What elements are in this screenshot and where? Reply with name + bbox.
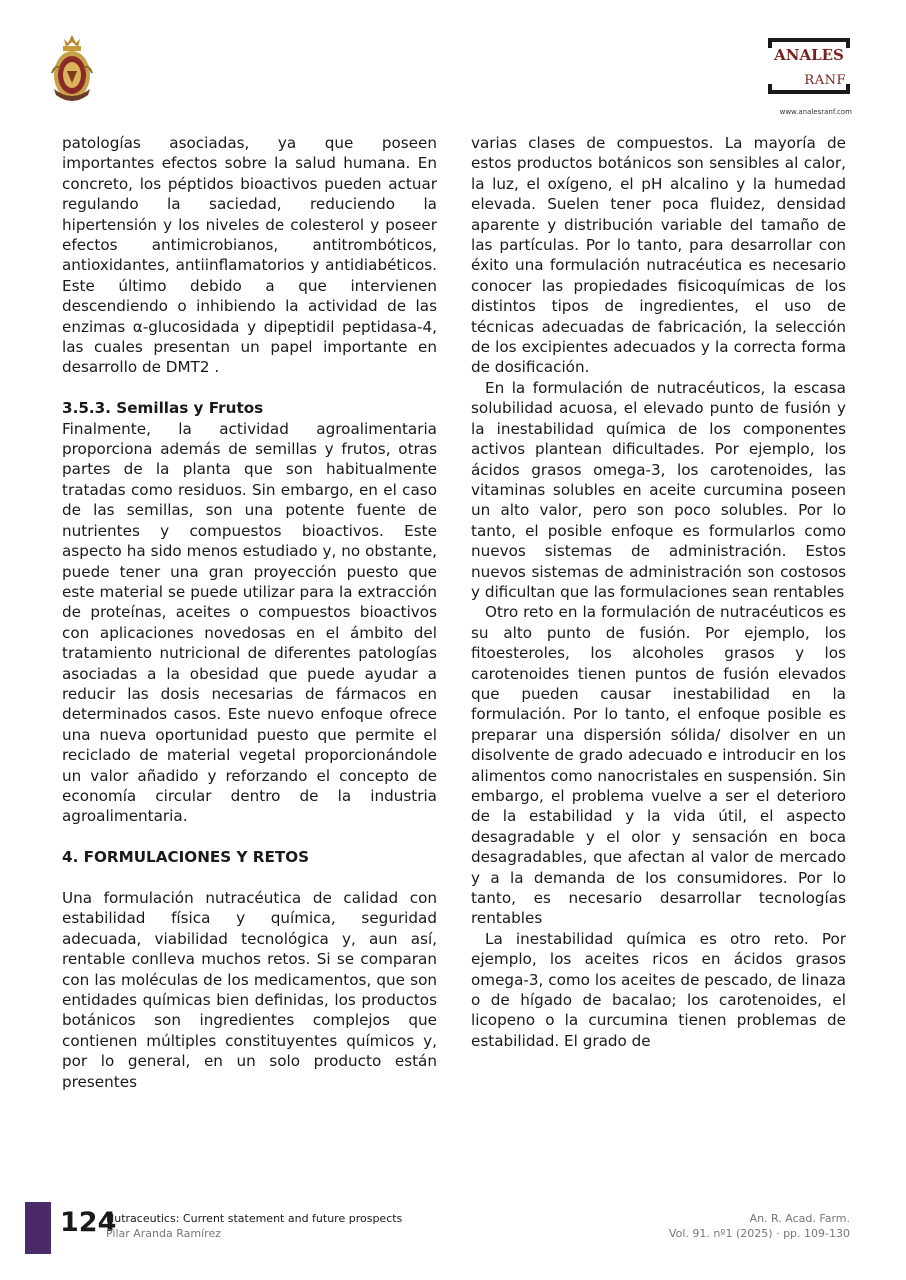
right-paragraph-3: Otro reto en la formulación de nutracéuticos es su alto punto de fusión. Por ejemplo, los fitoesteroles, los alcoholes grasos y los carotenoides tienen puntos de fusión elevados que pueden causar inestabilidad en la formulación. Por lo tanto, el enfoque posible es preparar una dispersión sólida/ disolver en un disolvente de grado adecuado e introducir en los alimentos como nanocristales en suspensión. Sin embargo, el problema vuelve a ser el deterioro de la estabilidad y la vida útil, el aspecto desagradable y el olor y sensación en boca desagradables, que afectan al valor de mercado y a la demanda de los consumidores. Por lo tanto, es necesario desarrollar tecnologías rentables [471,603,846,928]
left-paragraph-3: Una formulación nutracéutica de calidad con estabilidad física y química, seguridad adecuada, viabilidad tecnológica y, aun así, rentable conlleva muchos retos. Si se comparan con las moléculas de los medicamentos, que son entidades químicas bien definidas, los productos botánicos son ingredientes complejos que contienen múltiples constituyentes químicos y, por lo general, en un solo producto están presentes [62,888,437,1091]
left-paragraph-1: patologías asociadas, ya que poseen importantes efectos sobre la salud humana. En concreto, los péptidos bioactivos pueden actuar regulando la saciedad, reduciendo la hipertensión y los niveles de colesterol y poseer efectos antimicrobianos, antitrombóticos, antioxidantes, antiinflamatorios y antidiabéticos. Este último debido a que intervienen descendiendo o inhibiendo la actividad de las enzimas α-glucosidada y dipeptidil peptidasa-4, las cuales presentan un papel importante en desarrollo de DMT2 . [62,134,437,377]
page-number: 124 [60,1207,117,1238]
right-paragraph-2: En la formulación de nutracéuticos, la escasa solubilidad acuosa, el elevado punto de fusión y la inestabilidad química de los componentes activos plantean dificultades. Por ejemplo, los ácidos grasos omega-3, los carotenoides, las vitaminas solubles en aceite curcumina poseen un alto valor, pero son poco solubles. Por lo tanto, el posible enfoque es formularlos como nuevos sistemas de administración. Estos nuevos sistemas de administración son costosos y dificultan que las formulaciones sean rentables [471,378,846,601]
journal-logo [738,38,856,118]
section-heading-formulaciones: 4. FORMULACIONES Y RETOS [62,848,310,867]
footer-article-title: Nutraceutics: Current statement and future prospects [106,1212,403,1225]
right-paragraph-1: varias clases de compuestos. La mayoría de estos productos botánicos son sensibles al calor, la luz, el oxígeno, el pH alcalino y la humedad elevada. Suelen tener poca fluidez, densidad aparente y distribución variable del tamaño de las partículas. Por lo tanto, para desarrollar con éxito una formulación nutracéutica es necesario conocer las propiedades fisicoquímicas de los distintos tipos de ingredientes, el uso de técnicas adecuadas de fabricación, la selección de los excipientes adecuados y la correcta forma de dosificación. [471,134,846,377]
logo-bottom-bracket [768,84,850,94]
footer-accent-bar [25,1202,51,1254]
logo-title: ANALES [774,46,844,64]
logo-subtitle: RANF [804,73,846,88]
right-paragraph-4: La inestabilidad química es otro reto. Por ejemplo, los aceites ricos en ácidos grasos omega-3, como los aceites de pescado, de linaza o de hígado de bacalao; los carotenoides, el licopeno o la curcumina tienen problemas de estabilidad. El grado de [471,929,846,1050]
footer-journal: An. R. Acad. Farm. [749,1212,850,1225]
footer-author: Pilar Aranda Ramírez [106,1227,221,1240]
left-paragraph-2: Finalmente, la actividad agroalimentaria proporciona además de semillas y frutos, otras partes de la planta que son habitualmente tratadas como residuos. Sin embargo, en el caso de las semillas, son una potente fuente de nutrientes y compuestos bioactivos. Este aspecto ha sido menos estudiado y, no obstante, puede tener una gran proyección puesto que este material se puede utilizar para la extracción de proteínas, aceites o compuestos bioactivos con aplicaciones novedosas en el ámbito del tratamiento nutricional de diferentes patologías asociadas a la obesidad que puede ayudar a reducir las dosis necesarias de fármacos en determinados casos. Este nuevo enfoque ofrece una nueva oportunidad puesto que permite el reciclado de material vegetal proporcionándole un valor añadido y reforzando el concepto de economía circular dentro de la industria agroalimentaria. [62,419,437,826]
footer-volume: Vol. 91. nº1 (2025) · pp. 109-130 [668,1227,850,1240]
logo-url: www.analesranf.com [779,108,852,116]
academy-crest-icon [50,33,94,107]
right-column [471,133,846,1051]
section-heading-semillas: 3.5.3. Semillas y Frutos [62,399,264,418]
left-column [62,133,437,1092]
